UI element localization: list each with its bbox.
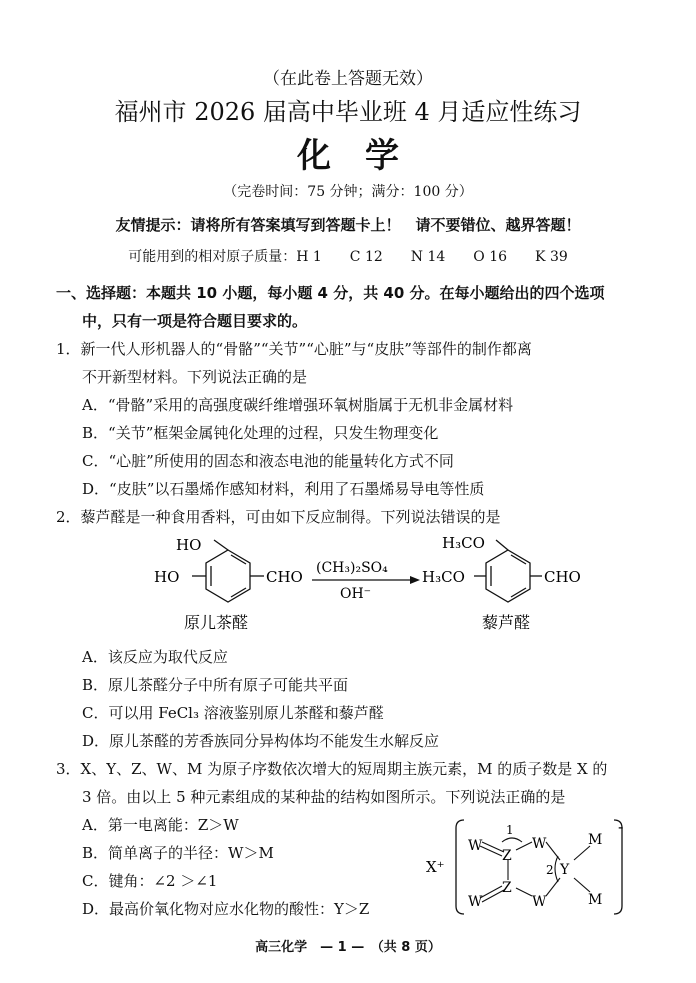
question-3-option-b: B．简单离子的半径：W＞M <box>82 844 274 862</box>
friendly-tip: 友情提示：请将所有答案填写到答题卡上！ 请不要错位、越界答题！ <box>115 216 581 234</box>
arrow-head-icon <box>410 576 420 584</box>
product-methoxy-left: H₃CO <box>422 568 465 586</box>
reaction-scheme <box>140 530 610 640</box>
question-3-stem-line2: 3 倍。由以上 5 种元素组成的某种盐的结构如图所示。下列说法正确的是 <box>82 788 566 806</box>
reactant-aldehyde: CHO <box>266 568 303 586</box>
question-2-option-c: C．可以用 FeCl₃ 溶液鉴别原儿茶醛和藜芦醛 <box>82 704 384 722</box>
product-aldehyde: CHO <box>544 568 581 586</box>
question-1-option-c: C．“心脏”所使用的固态和液态电池的能量转化方式不同 <box>82 452 454 470</box>
reactant-name: 原儿茶醛 <box>184 613 249 632</box>
question-3-option-a: A．第一电离能：Z＞W <box>82 816 239 834</box>
question-1-option-a: A．“骨骼”采用的高强度碳纤维增强环氧树脂属于无机非金属材料 <box>82 396 514 414</box>
question-2-stem-line1: 2．藜芦醛是一种食用香料，可由如下反应制得。下列说法错误的是 <box>56 508 501 526</box>
subject-title: 化 学 <box>297 136 399 176</box>
question-1-stem-line2: 不开新型材料。下列说法正确的是 <box>82 368 308 386</box>
section-heading-line2: 中，只有一项是符合题目要求的。 <box>82 312 308 330</box>
question-3-stem-line1: 3．X、Y、Z、W、M 为原子序数依次增大的短周期主族元素，M 的质子数是 X 的 <box>56 760 608 778</box>
atom-w-top-right: W <box>532 836 547 852</box>
section-heading-line1: 一、选择题：本题共 10 小题，每小题 4 分，共 40 分。在每小题给出的四个选项 <box>56 284 605 302</box>
reagent-bottom: OH⁻ <box>340 586 372 602</box>
question-3-option-c: C．键角：∠2 ＞∠1 <box>82 872 218 890</box>
question-1-option-d: D．“皮肤”以石墨烯作感知材料，利用了石墨烯易导电等性质 <box>82 480 485 498</box>
angle-1-label: 1 <box>506 823 514 837</box>
page-footer: 高三化学 — 1 — （共 8 页） <box>255 940 441 955</box>
salt-structure-diagram <box>422 816 632 920</box>
atom-z-bottom: Z <box>502 880 512 896</box>
atom-w-bottom-right: W <box>532 894 547 910</box>
atom-m-top: M <box>588 832 603 848</box>
atom-m-bottom: M <box>588 892 603 908</box>
cation-label: X⁺ <box>426 858 445 876</box>
atom-y: Y <box>560 862 570 878</box>
product-methoxy-top: H₃CO <box>442 534 485 552</box>
question-3-option-d: D．最高价氧化物对应水化物的酸性：Y＞Z <box>82 900 370 918</box>
reactant-hydroxyl-left: HO <box>154 568 180 586</box>
atomic-mass-line: 可能用到的相对原子质量：H 1 C 12 N 14 O 16 K 39 <box>128 249 568 265</box>
question-2-option-d: D．原儿茶醛的芳香族同分异构体均不能发生水解反应 <box>82 732 440 750</box>
product-name: 藜芦醛 <box>482 613 531 632</box>
reactant-hydroxyl-top: HO <box>176 536 202 554</box>
angle-2-label: 2 <box>546 863 554 877</box>
question-2-option-a: A．该反应为取代反应 <box>82 648 228 666</box>
anion-charge: - <box>618 817 624 836</box>
question-1-stem-line1: 1．新一代人形机器人的“骨骼”“关节”“心脏”与“皮肤”等部件的制作都离 <box>56 340 532 358</box>
question-2-option-b: B．原儿茶醛分子中所有原子可能共平面 <box>82 676 349 694</box>
exam-info: （完卷时间：75 分钟；满分：100 分） <box>223 184 473 200</box>
reagent-top: (CH₃)₂SO₄ <box>316 560 388 576</box>
atom-w-bottom-left: W <box>468 894 483 910</box>
exam-notice: （在此卷上答题无效） <box>263 69 433 89</box>
reactant-benzene-ring <box>192 540 264 602</box>
question-1-option-b: B．“关节”框架金属钝化处理的过程，只发生物理变化 <box>82 424 439 442</box>
atom-z-top: Z <box>502 848 512 864</box>
atom-w-top-left: W <box>468 838 483 854</box>
exam-title: 福州市 2026 届高中毕业班 4 月适应性练习 <box>114 98 582 126</box>
